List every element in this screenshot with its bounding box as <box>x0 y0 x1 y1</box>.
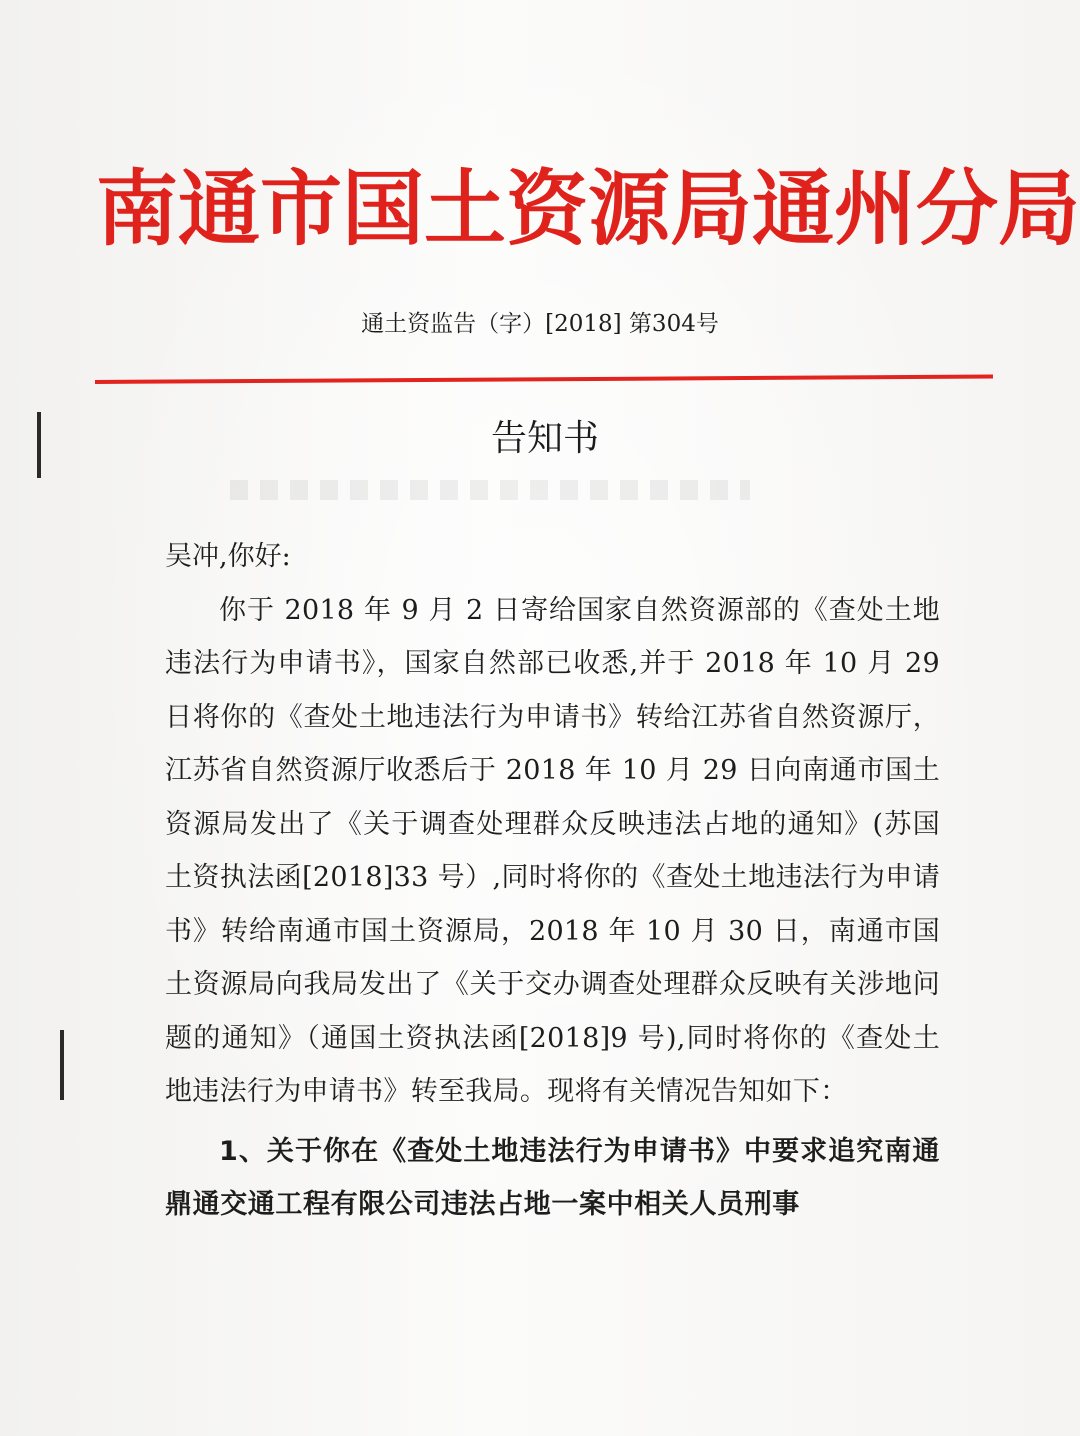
notice-body <box>165 530 940 1232</box>
issuing-organization-header: 南通市国土资源局通州分局 <box>96 162 1080 257</box>
binding-mark-bottom <box>60 1030 64 1100</box>
show-through-text <box>230 480 750 500</box>
page-title: 告知书 <box>490 418 599 459</box>
document-number: 通土资监告（字）[2018] 第304号 <box>361 311 719 337</box>
body-paragraph-1: 你于 2018 年 9 月 2 日寄给国家自然资源部的《查处土地违法行为申请书》，国家自然部已收悉,并于 2018 年 10 月 29 日将你的《查处土地违法行为申请书》转给江苏省自然资源厅，江苏省自然资源厅收悉后于 2018 年 10 月 29 日向南通市国土资源局发出了《关于调查处理群众反映违法占地的通知》(苏国土资执法函[2018]33 号）,同时将你的《查处土地违法行为申请书》转给南通市国土资源局，2018 年 10 月 30 日，南通市国土资源局向我局发出了《关于交办调查处理群众反映有关涉地问题的通知》（通国土资执法函[2018]9 号),同时将你的《查处土地违法行为申请书》转至我局。现将有关情况告知如下： <box>165 594 940 1107</box>
red-divider-line <box>95 375 993 384</box>
body-paragraph-2: 1、关于你在《查处土地违法行为申请书》中要求追究南通鼎通交通工程有限公司违法占地一案中相关人员刑事 <box>165 1135 940 1220</box>
salutation: 吴冲,你好: <box>165 541 291 572</box>
binding-mark-top <box>37 412 41 478</box>
